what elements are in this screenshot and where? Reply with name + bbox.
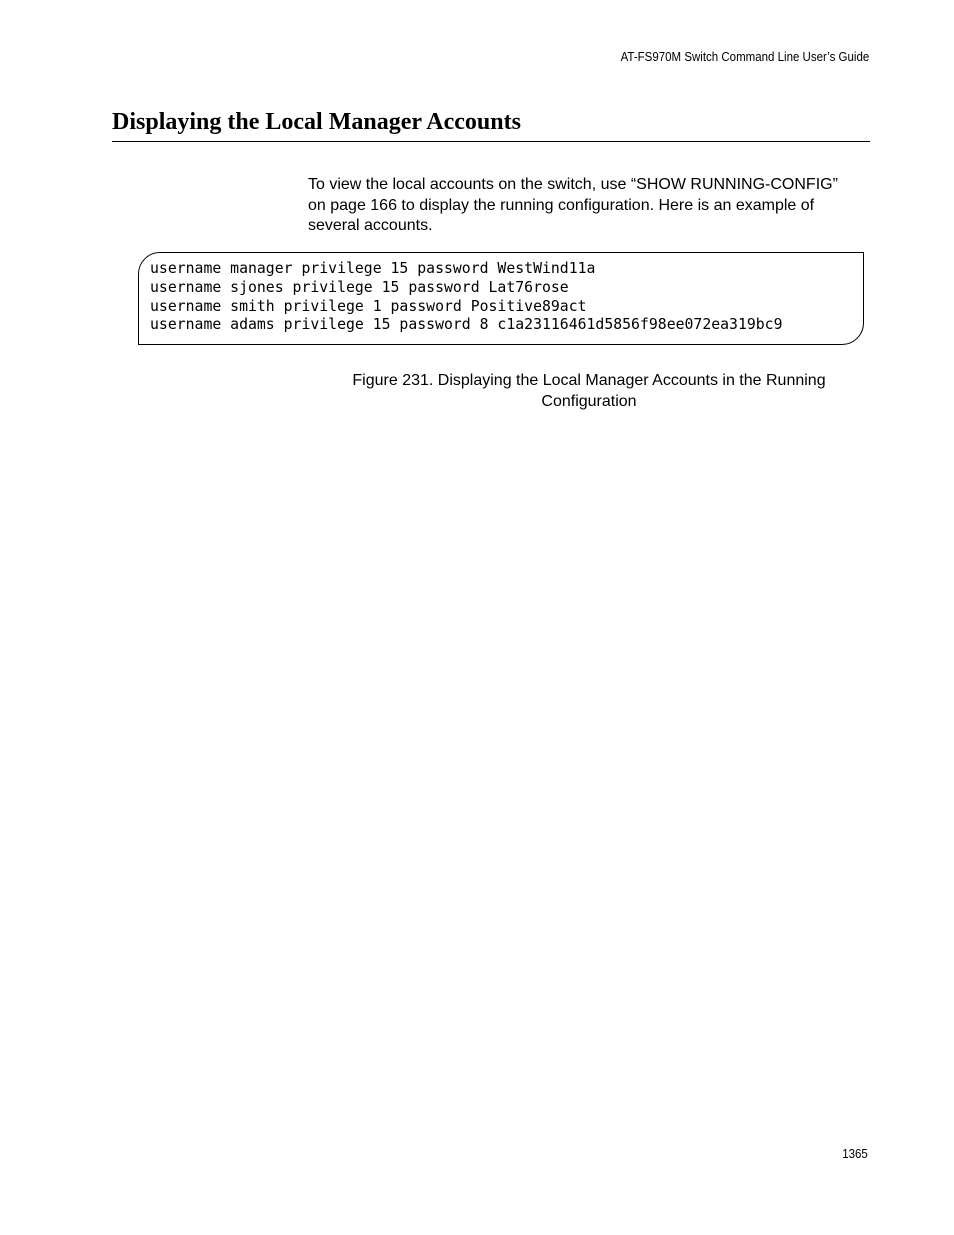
figure-caption: Figure 231. Displaying the Local Manager Accounts in the Running Configuration <box>352 372 826 410</box>
section-title: Displaying the Local Manager Accounts <box>112 106 870 142</box>
running-header: AT-FS970M Switch Command Line User’s Guide <box>620 50 869 64</box>
code-line: username adams privilege 15 password 8 c1a23116461d5856f98ee072ea319bc9 <box>150 316 783 334</box>
code-line: username sjones privilege 15 password Lat76rose <box>150 278 569 296</box>
code-example-box <box>138 252 864 345</box>
code-line: username smith privilege 1 password Positive89act <box>150 297 587 315</box>
page-number: 1365 <box>842 1147 868 1161</box>
intro-paragraph: To view the local accounts on the switch, use “SHOW RUNNING-CONFIG” on page 166 to display the running configuration. Here is an example of several accounts. <box>308 176 838 234</box>
code-line: username manager privilege 15 password WestWind11a <box>150 260 596 277</box>
